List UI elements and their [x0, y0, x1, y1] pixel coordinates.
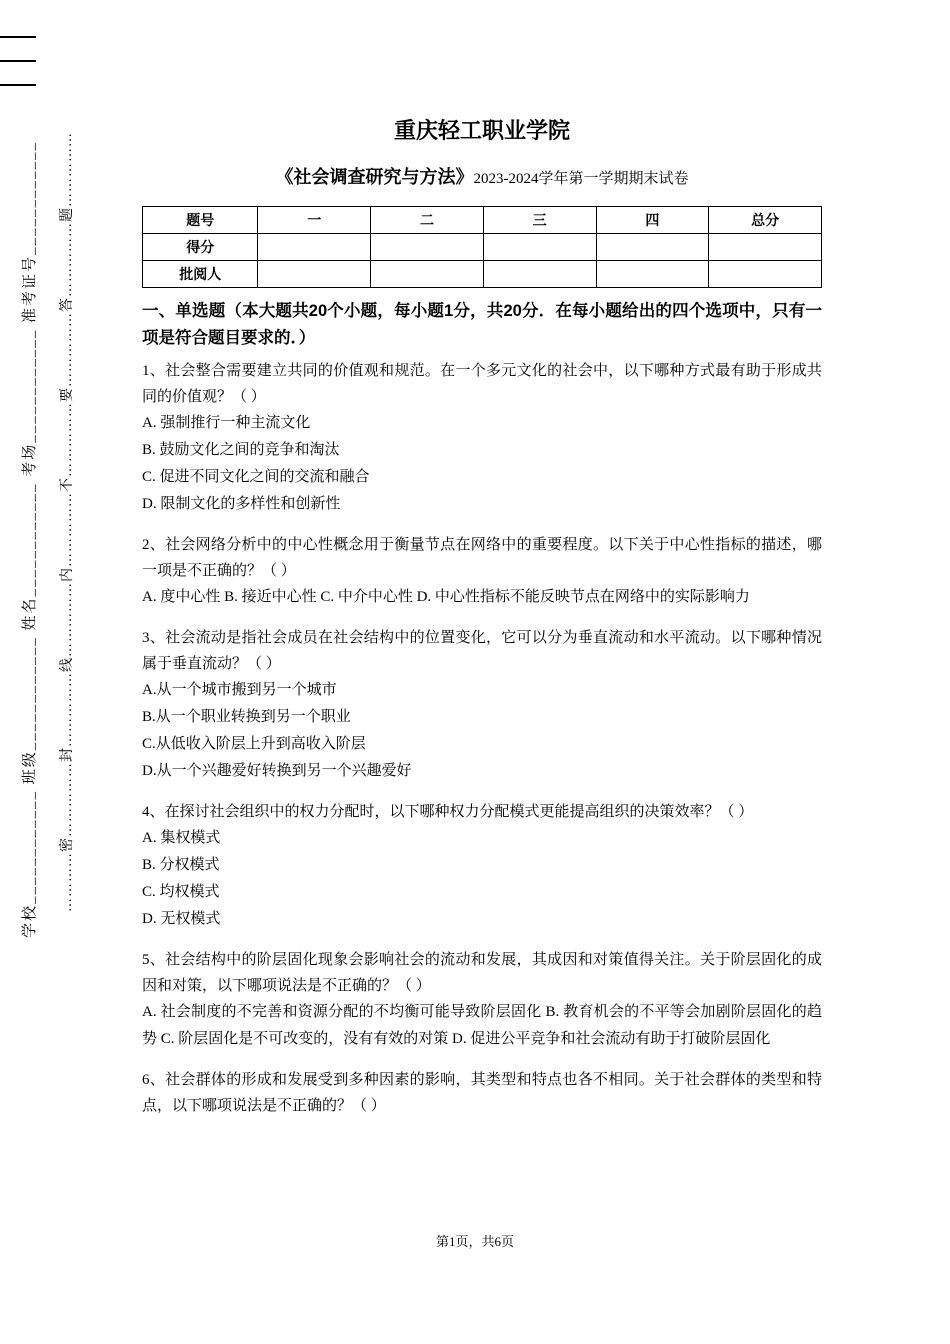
score-table	[142, 206, 822, 288]
question-option: C. 促进不同文化之间的交流和融合	[142, 469, 370, 485]
score-table-header-cell: 题号	[143, 207, 258, 234]
fold-mark	[0, 84, 36, 86]
question-stem: 4、在探讨社会组织中的权力分配时，以下哪种权力分配模式更能提高组织的决策效率？（ ）	[142, 804, 754, 820]
section-heading: 一、单选题（本大题共20个小题，每小题1分，共20分．在每小题给出的四个选项中，只有一项是符合题目要求的．）	[142, 302, 822, 347]
score-row-label: 得分	[143, 234, 258, 261]
reviewer-row	[143, 261, 822, 288]
score-cell	[371, 261, 484, 288]
question-option: C.从低收入阶层上升到高收入阶层	[142, 736, 366, 752]
score-cell	[709, 234, 822, 261]
question-stem: 5、社会结构中的阶层固化现象会影响社会的流动和发展，其成因和对策值得关注。关于阶层固化的成因和对策，以下哪项说法是不正确的？（ ）	[142, 952, 822, 994]
question-4	[142, 799, 822, 933]
score-cell	[483, 234, 596, 261]
score-row	[143, 234, 822, 261]
question-stem: 6、社会群体的形成和发展受到多种因素的影响，其类型和特点也各不相同。关于社会群体的类型和特点，以下哪项说法是不正确的？（ ）	[142, 1072, 822, 1114]
question-1	[142, 358, 822, 518]
score-table-header-cell: 总分	[709, 207, 822, 234]
question-option: B. 鼓励文化之间的竞争和淘汰	[142, 442, 340, 458]
question-option: B. 分权模式	[142, 857, 220, 873]
exam-content	[142, 118, 822, 1133]
page-footer: 第1页，共6页	[435, 1234, 514, 1249]
question-option: D. 限制文化的多样性和创新性	[142, 496, 341, 512]
question-stem: 1、社会整合需要建立共同的价值观和规范。在一个多元文化的社会中，以下哪种方式最有助于形成共同的价值观？（ ）	[142, 363, 822, 405]
score-table-header-cell: 一	[258, 207, 371, 234]
score-table-header-row	[143, 207, 822, 234]
question-option: A. 集权模式	[142, 830, 221, 846]
question-option: D.从一个兴趣爱好转换到另一个兴趣爱好	[142, 763, 412, 779]
question-options-inline: A. 度中心性 B. 接近中心性 C. 中介中心性 D. 中心性指标不能反映节点在网络中的实际影响力	[142, 589, 750, 605]
exam-subtitle	[142, 164, 822, 192]
fold-mark	[0, 60, 36, 62]
question-2	[142, 532, 822, 611]
score-table-header-cell: 三	[483, 207, 596, 234]
question-stem: 3、社会流动是指社会成员在社会结构中的位置变化，它可以分为垂直流动和水平流动。以下哪种情况属于垂直流动？（ ）	[142, 630, 822, 672]
score-table-header-cell: 四	[596, 207, 709, 234]
score-cell	[258, 261, 371, 288]
question-option: D. 无权模式	[142, 911, 221, 927]
score-cell	[596, 234, 709, 261]
question-stem: 2、社会网络分析中的中心性概念用于衡量节点在网络中的重要程度。以下关于中心性指标的描述，哪一项是不正确的？（ ）	[142, 537, 822, 579]
score-cell	[371, 234, 484, 261]
fold-mark	[0, 36, 36, 38]
score-cell	[709, 261, 822, 288]
score-cell	[483, 261, 596, 288]
score-table-header-cell: 二	[371, 207, 484, 234]
question-options-inline: A. 社会制度的不完善和资源分配的不均衡可能导致阶层固化 B. 教育机会的不平等会加剧阶层固化的趋势 C. 阶层固化是不可改变的，没有有效的对策 D. 促进公平竞争和社会流动有助于打破阶层固化	[142, 1004, 822, 1047]
score-cell	[596, 261, 709, 288]
question-option: C. 均权模式	[142, 884, 220, 900]
score-cell	[258, 234, 371, 261]
seal-line-text: …………密……………封……………线……………内……………不……………要……………答……………题……………	[60, 132, 75, 912]
reviewer-row-label: 批阅人	[143, 261, 258, 288]
corner-fold-marks	[0, 36, 36, 108]
question-5	[142, 947, 822, 1053]
question-option: B.从一个职业转换到另一个职业	[142, 709, 351, 725]
question-option: A.从一个城市搬到另一个城市	[142, 682, 337, 698]
question-3	[142, 625, 822, 785]
question-option: A. 强制推行一种主流文化	[142, 415, 311, 431]
course-name: 《社会调查研究与方法》	[275, 167, 474, 187]
school-title: 重庆轻工职业学院	[393, 118, 570, 143]
seal-student-info-labels: 学校____________ 班级____________ 姓名____________ 考场____________ 准考证号____________	[22, 140, 38, 938]
exam-term: 2023-2024学年第一学期期末试卷	[473, 171, 689, 187]
question-6	[142, 1067, 822, 1119]
